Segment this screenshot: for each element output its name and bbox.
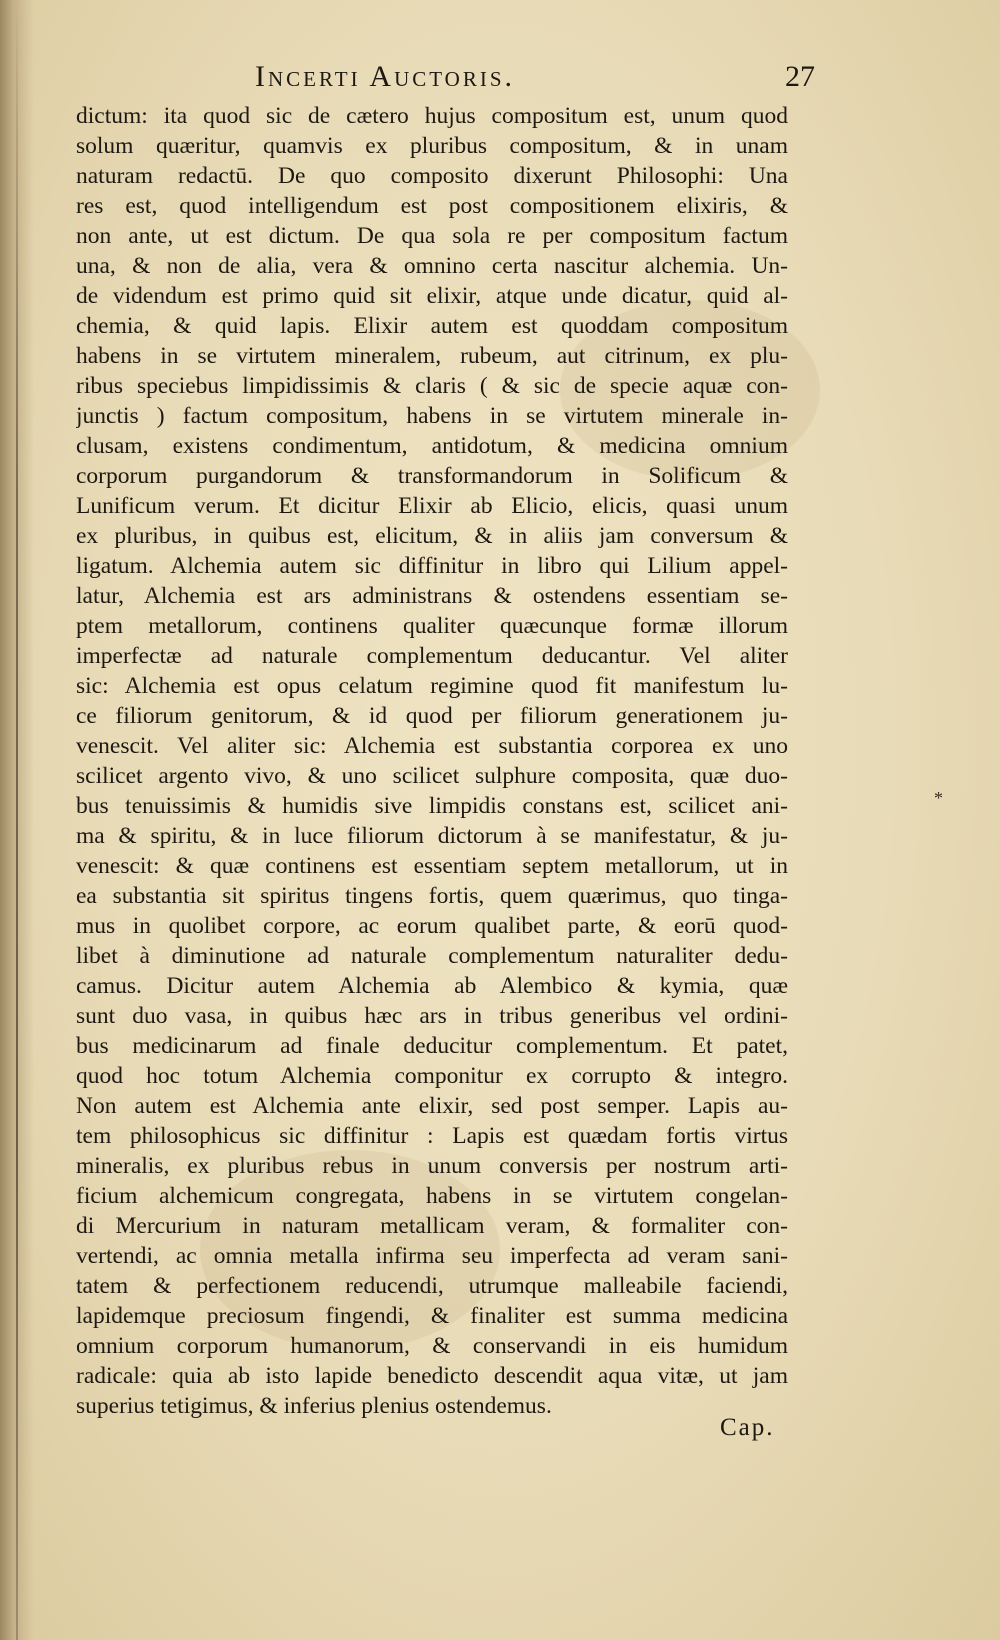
- text-line: quod hoc totum Alchemia componitur ex corrupto & integro.: [76, 1063, 788, 1089]
- text-line: non ante, ut est dictum. De qua sola re per compositum factum: [76, 223, 788, 249]
- text-line: venescit. Vel aliter sic: Alchemia est substantia corporea ex uno: [76, 733, 788, 759]
- text-line: ex pluribus, in quibus est, elicitum, & in aliis jam conversum &: [76, 523, 788, 549]
- text-line: bus medicinarum ad finale deducitur complementum. Et patet,: [76, 1033, 788, 1059]
- page-number: 27: [785, 60, 815, 93]
- text-line: bus tenuissimis & humidis sive limpidis constans est, scilicet ani-: [76, 793, 788, 819]
- text-line: habens in se virtutem mineralem, rubeum, aut citrinum, ex plu-: [76, 343, 788, 369]
- text-line: radicale: quia ab isto lapide benedicto descendit aqua vitæ, ut jam: [76, 1363, 788, 1389]
- text-line: junctis ) factum compositum, habens in se virtutem minerale in-: [76, 403, 788, 429]
- text-line: dictum: ita quod sic de cætero hujus compositum est, unum quod: [76, 103, 788, 129]
- body-text: [76, 101, 788, 1421]
- text-line: ma & spiritu, & in luce filiorum dictorum à se manifestatur, & ju-: [76, 823, 788, 849]
- text-line: Lunificum verum. Et dicitur Elixir ab Elicio, elicis, quasi unum: [76, 493, 788, 519]
- text-line: ce filiorum genitorum, & id quod per filiorum generationem ju-: [76, 703, 788, 729]
- text-line: res est, quod intelligendum est post compositionem elixiris, &: [76, 193, 788, 219]
- text-line: ea substantia sit spiritus tingens fortis, quem quærimus, quo tinga-: [76, 883, 788, 909]
- text-line: sic: Alchemia est opus celatum regimine quod fit manifestum lu-: [76, 673, 788, 699]
- text-line: de videndum est primo quid sit elixir, atque unde dicatur, quid al-: [76, 283, 788, 309]
- text-line: lapidemque preciosum fingendi, & finaliter est summa medicina: [76, 1303, 788, 1329]
- text-line: ficium alchemicum congregata, habens in se virtutem congelan-: [76, 1183, 788, 1209]
- text-line: sunt duo vasa, in quibus hæc ars in tribus generibus vel ordini-: [76, 1003, 788, 1029]
- text-line: solum quæritur, quamvis ex pluribus compositum, & in unam: [76, 133, 788, 159]
- text-line: camus. Dicitur autem Alchemia ab Alembico & kymia, quæ: [76, 973, 788, 999]
- text-line: clusam, existens condimentum, antidotum, & medicina omnium: [76, 433, 788, 459]
- text-line: tatem & perfectionem reducendi, utrumque malleabile faciendi,: [76, 1273, 788, 1299]
- spine-edge: [16, 0, 18, 1640]
- text-line: libet à diminutione ad naturale complementum naturaliter dedu-: [76, 943, 788, 969]
- text-line: naturam redactū. De quo composito dixerunt Philosophi: Una: [76, 163, 788, 189]
- text-line: ligatum. Alchemia autem sic diffinitur in libro qui Lilium appel-: [76, 553, 788, 579]
- text-line: imperfectæ ad naturale complementum deducantur. Vel aliter: [76, 643, 788, 669]
- text-line: venescit: & quæ continens est essentiam septem metallorum, ut in: [76, 853, 788, 879]
- running-title: Incerti Auctoris.: [255, 60, 516, 93]
- running-head: [255, 60, 815, 100]
- text-line: una, & non de alia, vera & omnino certa nascitur alchemia. Un-: [76, 253, 788, 279]
- text-line: scilicet argento vivo, & uno scilicet sulphure composita, quæ duo-: [76, 763, 788, 789]
- text-line: di Mercurium in naturam metallicam veram, & formaliter con-: [76, 1213, 788, 1239]
- text-line: mus in quolibet corpore, ac eorum qualibet parte, & eorū quod-: [76, 913, 788, 939]
- text-line: tem philosophicus sic diffinitur : Lapis est quædam fortis virtus: [76, 1123, 788, 1149]
- text-line: latur, Alchemia est ars administrans & ostendens essentiam se-: [76, 583, 788, 609]
- text-line: Non autem est Alchemia ante elixir, sed post semper. Lapis au-: [76, 1093, 788, 1119]
- text-line: mineralis, ex pluribus rebus in unum conversis per nostrum arti-: [76, 1153, 788, 1179]
- text-line: ribus speciebus limpidissimis & claris ( & sic de specie aquæ con-: [76, 373, 788, 399]
- text-line: vertendi, ac omnia metalla infirma seu imperfecta ad veram sani-: [76, 1243, 788, 1269]
- text-line: chemia, & quid lapis. Elixir autem est quoddam compositum: [76, 313, 788, 339]
- text-line: superius tetigimus, & inferius plenius ostendemus.: [76, 1393, 552, 1419]
- margin-mark: *: [934, 788, 943, 808]
- text-line: corporum purgandorum & transformandorum in Solificum &: [76, 463, 788, 489]
- text-line: omnium corporum humanorum, & conservandi in eis humidum: [76, 1333, 788, 1359]
- catchword: Cap.: [720, 1414, 775, 1441]
- text-line: ptem metallorum, continens qualiter quæcunque formæ illorum: [76, 613, 788, 639]
